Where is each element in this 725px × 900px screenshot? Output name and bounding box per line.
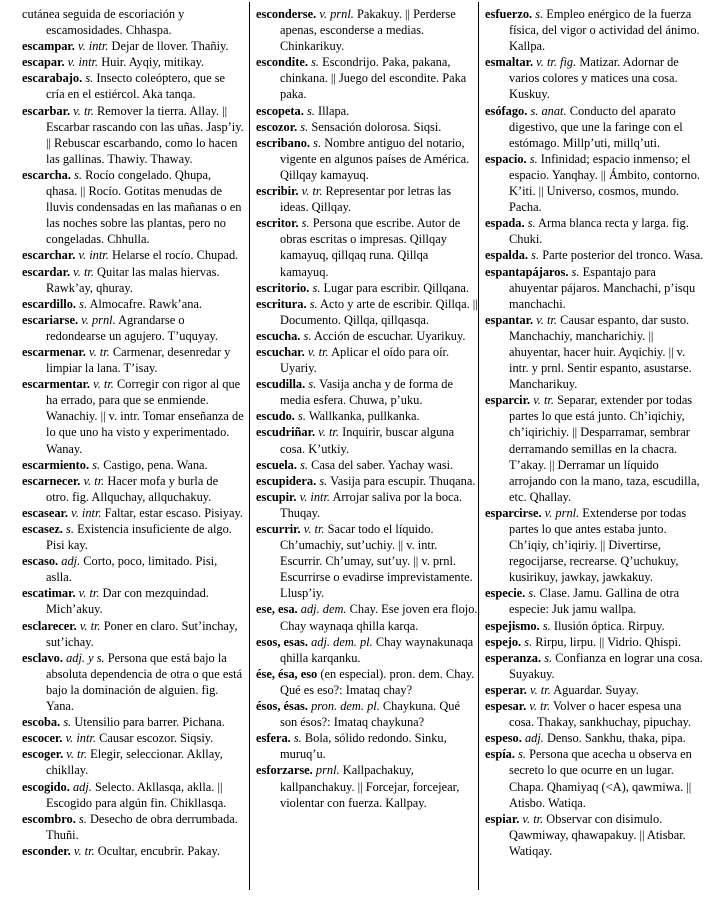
entry-headword: escoger. [22, 747, 64, 762]
dictionary-entry [256, 344, 478, 376]
entry-grammar: v. intr. [71, 505, 102, 520]
entry-grammar: s. [535, 7, 544, 21]
entry-headword: escudriñar. [256, 425, 316, 440]
column-divider [478, 2, 479, 890]
entry-headword: esclarecer. [22, 618, 77, 633]
dictionary-entry [22, 779, 244, 811]
entry-headword: escritor. [256, 216, 299, 231]
dictionary-entry [22, 457, 244, 473]
entry-definition: Representar por letras las ideas. Qillqay. [280, 184, 452, 215]
entry-headword: escribano. [256, 135, 311, 150]
entry-headword: escopeta. [256, 103, 304, 118]
entry-definition: Rirpu, lirpu. || Vidrio. Qhispi. [535, 634, 682, 649]
entry-definition: Desecho de obra derrumbada. Thuñi. [46, 811, 238, 842]
dictionary-entry [256, 54, 478, 102]
column-1 [22, 6, 244, 886]
entry-grammar: s. [66, 522, 74, 536]
entry-headword: esmaltar. [485, 55, 534, 70]
dictionary-entry [485, 730, 707, 746]
dictionary-entry [22, 730, 244, 746]
entry-definition: Ilusión óptica. Rirpuy. [553, 618, 665, 633]
entry-definition: Dar con mezquindad. Mich’akuy. [46, 586, 209, 617]
dictionary-entry [256, 473, 478, 489]
entry-definition: Persona que acecha u observa en secreto lo que ocurre en un lugar. Chapa. Qhamiyaq (<A), qawmiwa. || Atisbo. Watiqa. [509, 747, 692, 810]
entry-grammar: v. tr. [318, 425, 339, 440]
entry-definition: Chay. Ese joven era flojo. Chay waynaqa qhilla karqa. [280, 602, 478, 633]
entry-grammar: s. [79, 296, 88, 311]
entry-definition: Insecto coleóptero, que se cría en el estiércol. Aka tanqa. [46, 71, 226, 102]
entry-headword: esparcirse. [485, 505, 542, 520]
dictionary-entry [485, 618, 707, 634]
entry-definition: Extenderse por todas partes lo que antes estaba junto. Ch’iqiy, ch’iqiriy. || Divertirse, regocijarse, recrearse. Q’uchukuy, kusirikuy, jawkay, jawkakuy. [509, 505, 687, 585]
entry-headword: escombro. [22, 811, 76, 826]
entry-grammar: s. [300, 119, 309, 134]
entry-grammar: s. [300, 457, 308, 472]
entry-definition: Utensilio para barrer. Pichana. [74, 715, 225, 730]
entry-headword: espacio. [485, 151, 527, 166]
entry-headword: espada. [485, 216, 525, 231]
dictionary-entry [22, 618, 244, 650]
entry-definition: Bola, sólido redondo. Sinku, muruq’u. [280, 731, 447, 762]
entry-grammar: s. [293, 731, 302, 746]
entry-headword: espiar. [485, 811, 520, 826]
entry-grammar: v. tr. [533, 393, 554, 408]
entry-definition: Conducto del aparato digestivo, que une la faringe con el estómago. Millp’uti, millq’uti. [509, 103, 683, 150]
entry-definition: Aplicar el oído para oír. Uyariy. [280, 344, 450, 376]
entry-grammar: adj. [72, 779, 92, 794]
entry-headword: escondite. [256, 55, 308, 70]
entry-headword: escarchar. [22, 248, 76, 263]
entry-grammar: s. [311, 55, 319, 70]
entry-definition: Espantajo para ahuyentar pájaros. Manchachi, p’isqu manchachi. [509, 264, 696, 311]
entry-definition: Casa del saber. Yachay wasi. [311, 457, 454, 472]
entry-headword: escarcha. [22, 167, 71, 182]
entry-headword: esperar. [485, 682, 527, 697]
entry-grammar: v. tr. [78, 586, 100, 601]
entry-grammar: v. tr. [83, 473, 105, 488]
entry-headword: esparcir. [485, 393, 531, 408]
entry-grammar: s. [527, 216, 536, 231]
entry-headword: escocer. [22, 731, 63, 746]
entry-grammar: v. intr. [78, 248, 109, 263]
dictionary-entry [22, 650, 244, 714]
dictionary-entry [22, 70, 244, 102]
entry-definition: Observar con disimulo. Qawmiway, qhawapakuy. || Atisbar. Watiqay. [509, 811, 686, 858]
entry-definition: Acto y arte de escribir. Qillqa. || Documento. Qillqa, qillqasqa. [280, 296, 478, 327]
entry-headword: esfuerzo. [485, 7, 533, 21]
entry-definition: Causar espanto, dar susto. Manchachiy, mancharichiy. || ahuyentar, hacer huir. Ayqichiy. || v. intr. y prnl. Sentir espanto, asustarse. Mancharikuy. [509, 312, 692, 392]
entry-headword: escarabajo. [22, 71, 83, 86]
entry-headword: esforzarse. [256, 763, 313, 778]
entry-definition: Lugar para escribir. Qillqana. [323, 280, 469, 295]
dictionary-entry [485, 505, 707, 585]
entry-headword: escudo. [256, 409, 295, 424]
dictionary-entry [256, 762, 478, 810]
entry-definition: Vasija ancha y de forma de media esfera. Chuwa, p’uku. [280, 377, 453, 408]
entry-headword: escarmenar. [22, 344, 86, 359]
entry-headword: ésos, ésas. [256, 699, 308, 714]
dictionary-entry [256, 119, 478, 135]
entry-headword: escarbar. [22, 103, 71, 118]
dictionary-entry [256, 215, 478, 279]
entry-grammar: s. [301, 216, 310, 231]
entry-grammar: v. tr. [301, 184, 323, 199]
entry-grammar: s. anat. [530, 103, 567, 118]
entry-headword: escucha. [256, 328, 301, 343]
entry-headword: escribir. [256, 184, 299, 199]
entry-definition: Rocío congelado. Qhupa, qhasa. || Rocío. Gotitas menudas de lluvis condensadas en las mañanas o en las noches sobre las plantas, pero no congeladas. Chhulla. [46, 167, 242, 247]
dictionary-entry [256, 135, 478, 183]
dictionary-entry [485, 634, 707, 650]
entry-headword: espejo. [485, 634, 522, 649]
dictionary-entry [485, 698, 707, 730]
dictionary-entry [256, 328, 478, 344]
entry-grammar: s. [303, 328, 312, 343]
entry-grammar: v. prnl. [544, 505, 580, 520]
entry-grammar: s. [74, 167, 83, 182]
dictionary-entry [256, 666, 478, 698]
entry-grammar: v. tr. [73, 103, 94, 118]
entry-grammar: s. [529, 151, 538, 166]
entry-definition: Wallkanka, pullkanka. [308, 409, 420, 424]
dictionary-entry [256, 376, 478, 408]
dictionary-entry [22, 38, 244, 54]
entry-definition: cutánea seguida de escoriación y escamosidades. Chhaspa. [22, 7, 185, 38]
entry-headword: esófago. [485, 103, 528, 118]
dictionary-entry [22, 344, 244, 376]
entry-definition: Ocultar, encubrir. Pakay. [97, 843, 220, 858]
entry-grammar: v. tr. [89, 344, 110, 359]
dictionary-entry [485, 392, 707, 505]
entry-grammar: v. tr. [529, 682, 551, 697]
entry-grammar: s. [306, 103, 315, 118]
entry-headword: esconderse. [256, 7, 317, 21]
dictionary-entry [22, 843, 244, 859]
entry-grammar: v. tr. [79, 618, 101, 633]
entry-definition: Quitar las malas hiervas. Rawk’ay, qhuray. [46, 264, 220, 295]
entry-grammar: s. [313, 135, 322, 150]
dictionary-entry [256, 103, 478, 119]
dictionary-entry [256, 457, 478, 473]
entry-definition: Carmenar, desenredar y limpiar la lana. T’isay. [46, 344, 231, 376]
entry-definition: Infinidad; espacio inmenso; el espacio. Yanqhay. || Ámbito, contorno. K’iti. || Universo, cosmos, mundo. Pacha. [509, 151, 701, 215]
entry-headword: escampar. [22, 39, 75, 54]
entry-definition: (en especial). pron. dem. Chay. Qué es eso?: Imataq chay? [280, 666, 475, 697]
entry-definition: Acción de escuchar. Uyarikuy. [313, 328, 466, 343]
dictionary-entry [22, 473, 244, 505]
entry-headword: escozor. [256, 119, 298, 134]
entry-grammar: v. tr. [303, 522, 325, 536]
dictionary-entry [22, 714, 244, 730]
entry-definition: Empleo enérgico de la fuerza física, del vigor o actividad del ánimo. Kallpa. [509, 7, 700, 54]
dictionary-entry [22, 103, 244, 167]
entry-grammar: s. [528, 586, 537, 601]
dictionary-entry [485, 6, 707, 54]
entry-grammar: s. [518, 747, 526, 762]
entry-definition: Poner en claro. Sut’inchay, sut’ichay. [46, 618, 238, 649]
entry-definition: Corto, poco, limitado. Pisi, aslla. [46, 554, 218, 585]
entry-definition: Nombre antiguo del notario, vigente en algunos países de América. Qillqay kamayuq. [280, 135, 470, 182]
entry-definition: Remover la tierra. Allay. || Escarbar rascando con las uñas. Jasp’iy. || Rebuscar escarbando, como lo hacen las gallinas. Thawiy. Thaway. [46, 103, 244, 166]
entry-grammar: prnl. [315, 763, 340, 778]
dictionary-entry [256, 698, 478, 730]
entry-definition: Almocafre. Rawk’ana. [89, 296, 202, 311]
dictionary-entry [485, 312, 707, 392]
entry-grammar: s. [571, 264, 580, 279]
dictionary-entry [256, 489, 478, 521]
entry-headword: escardillo. [22, 296, 77, 311]
entry-headword: escuchar. [256, 344, 305, 359]
entry-grammar: s. [319, 473, 328, 488]
entry-definition: Causar escozor. Siqsiy. [99, 731, 214, 746]
entry-definition: Matizar. Adornar de varios colores y matices una cosa. Kuskuy. [509, 55, 679, 102]
dictionary-entry [22, 296, 244, 312]
entry-grammar: s. [531, 248, 540, 263]
dictionary-entry [22, 54, 244, 70]
entry-definition: Chay waynakunaqa qhilla karqanku. [280, 634, 474, 665]
entry-grammar: v. prnl. [81, 312, 116, 327]
entry-headword: espantapájaros. [485, 264, 569, 279]
entry-grammar: s. [92, 457, 101, 472]
entry-definition: Dejar de llover. Thañiy. [111, 39, 229, 54]
entry-definition: Escondrijo. Paka, pakana, chinkana. || Juego del escondite. Paka paka. [280, 55, 467, 102]
entry-grammar: v. tr. [66, 747, 88, 762]
entry-headword: espantar. [485, 312, 534, 327]
entry-definition: Corregir con rigor al que ha errado, para que se enmiende. Wanachiy. || v. intr. Tomar enseñanza de lo que uno ha visto y experimentado. Wanay. [46, 377, 244, 456]
entry-grammar: s. [309, 296, 318, 311]
dictionary-entry [256, 424, 478, 456]
entry-grammar: v. tr. [93, 377, 114, 392]
entry-definition: Persona que escribe. Autor de obras escritas o impresas. Qillqay kamayuq, qillqaq runa. Qillqa kamayuq. [280, 216, 461, 279]
dictionary-entry [256, 634, 478, 666]
entry-definition: Aguardar. Suyay. [553, 682, 639, 697]
entry-headword: esperanza. [485, 650, 542, 665]
entry-definition: Separar, extender por todas partes lo que está junto. Ch’iqichiy, ch’iqirichiy. || Desparramar, sembrar derramando semillas en la chacra. T’akay. || Derramar un líquido arrojando con la mano, taza, escudilla, etc. Qhallay. [509, 393, 700, 504]
entry-grammar: pron. dem. pl. [311, 699, 380, 714]
entry-definition: Denso. Sankhu, thaka, pipa. [546, 731, 686, 746]
dictionary-entry [22, 746, 244, 778]
dictionary-entry [485, 682, 707, 698]
dictionary-entry [22, 553, 244, 585]
entry-grammar: v. tr. fig. [536, 55, 577, 70]
dictionary-entry [485, 264, 707, 312]
entry-grammar: v. tr. [73, 264, 94, 279]
dictionary-entry [22, 521, 244, 553]
dictionary-entry [256, 296, 478, 328]
entry-definition: Hacer mofa y burla de otro. fig. Allquchay, allquchakuy. [46, 473, 219, 504]
entry-grammar: s. [308, 377, 317, 392]
entry-grammar: s. [524, 634, 533, 649]
entry-headword: escatimar. [22, 586, 76, 601]
dictionary-entry [485, 746, 707, 810]
entry-grammar: v. prnl. [319, 7, 354, 21]
entry-definition: Persona que está bajo la absoluta dependencia de otra o que está bajo la dominación de alguien. fig. Yana. [46, 650, 243, 714]
entry-headword: espalda. [485, 248, 529, 263]
entry-definition: Clase. Jamu. Gallina de otra especie: Juk jamu wallpa. [509, 586, 680, 617]
dictionary-entry [22, 376, 244, 456]
entry-headword: ese, esa. [256, 602, 298, 617]
entry-grammar: s. [63, 715, 72, 730]
entry-headword: espeso. [485, 731, 522, 746]
dictionary-entry [256, 601, 478, 633]
entry-grammar: v. tr. [73, 843, 95, 858]
entry-headword: escupir. [256, 489, 297, 504]
entry-grammar: s. [544, 650, 553, 665]
entry-headword: ése, ésa, eso [256, 666, 318, 681]
entry-headword: esclavo. [22, 650, 63, 665]
dictionary-entry [485, 585, 707, 617]
entry-headword: escoba. [22, 715, 61, 730]
entry-definition: Chaykuna. Qué son ésos?: Imataq chaykuna? [280, 699, 461, 730]
entry-definition: Pakakuy. || Perderse apenas, esconderse a medias. Chinkarikuy. [280, 7, 456, 54]
entry-headword: espía. [485, 747, 515, 762]
entry-grammar: s. [542, 618, 551, 633]
entry-grammar: adj. dem. [300, 602, 347, 617]
entry-definition: Parte posterior del tronco. Wasa. [542, 248, 704, 263]
dictionary-entry [22, 312, 244, 344]
dictionary-entry [485, 247, 707, 263]
entry-headword: escupidera. [256, 473, 317, 488]
entry-headword: escritorio. [256, 280, 310, 295]
dictionary-entry [256, 408, 478, 424]
entry-grammar: v. tr. [536, 312, 557, 327]
dictionary-entry [22, 247, 244, 263]
entry-definition: Kallpachakuy, kallpanchakuy. || Forcejar, forcejear, violentar con fuerza. Kallpay. [280, 763, 460, 810]
entry-headword: escritura. [256, 296, 307, 311]
entry-headword: escogido. [22, 779, 70, 794]
dictionary-entry [22, 811, 244, 843]
entry-headword: escudilla. [256, 377, 306, 392]
entry-headword: esfera. [256, 731, 291, 746]
entry-grammar: v. tr. [307, 344, 329, 359]
dictionary-entry [256, 730, 478, 762]
entry-grammar: adj. [61, 554, 81, 569]
entry-definition: Existencia insuficiente de algo. Pisi kay. [46, 522, 232, 553]
column-3 [485, 6, 707, 886]
dictionary-entry [22, 264, 244, 296]
entry-grammar: v. intr. [299, 489, 331, 504]
entry-definition: Arma blanca recta y larga. fig. Chuki. [509, 216, 689, 247]
entry-grammar: s. [78, 811, 87, 826]
dictionary-entry [256, 280, 478, 296]
entry-headword: escarmiento. [22, 457, 90, 472]
entry-grammar: v. intr. [78, 39, 109, 54]
entry-headword: escuela. [256, 457, 297, 472]
entry-headword: especie. [485, 586, 526, 601]
dictionary-entry [256, 521, 478, 601]
entry-grammar: v. tr. [522, 811, 544, 826]
entry-definition: Inquirir, buscar alguna cosa. K’utkiy. [280, 425, 455, 456]
dictionary-entry [22, 505, 244, 521]
entry-definition: Selecto. Akllasqa, aklla. || Escogido para algún fin. Chikllasqa. [46, 779, 227, 810]
entry-grammar: s. [298, 409, 306, 424]
dictionary-entry [485, 811, 707, 859]
entry-headword: escasear. [22, 505, 68, 520]
entry-definition: Vasija para escupir. Thuqana. [330, 473, 476, 488]
entry-grammar: s. [85, 71, 94, 86]
dictionary-entry [485, 215, 707, 247]
entry-definition: Confianza en lograr una cosa. Suyakuy. [509, 650, 703, 681]
entry-grammar: v. tr. [529, 699, 551, 714]
entry-definition: Helarse el rocío. Chupad. [111, 248, 239, 263]
entry-grammar: s. [312, 280, 321, 295]
entry-grammar: adj. [524, 731, 544, 746]
dictionary-entry [485, 650, 707, 682]
dictionary-entry [485, 54, 707, 102]
entry-headword: esconder. [22, 843, 71, 858]
dictionary-entry [485, 151, 707, 215]
entry-headword: escarnecer. [22, 473, 81, 488]
entry-headword: escasez. [22, 522, 63, 536]
entry-grammar: adj. dem. pl. [311, 634, 373, 649]
entry-headword: espesar. [485, 699, 527, 714]
entry-headword: escurrir. [256, 522, 301, 536]
entry-definition: Sensación dolorosa. Siqsi. [311, 119, 442, 134]
entry-definition: Volver o hacer espesa una cosa. Thakay, sankhuchay, pipuchay. [509, 699, 692, 730]
entry-definition: Castigo, pena. Wana. [103, 457, 208, 472]
entry-definition: Elegir, seleccionar. Akllay, chikllay. [46, 747, 223, 778]
entry-definition: Agrandarse o redondearse un agujero. T’uquyay. [46, 312, 219, 343]
entry-headword: escariarse. [22, 312, 79, 327]
entry-headword: escardar. [22, 264, 71, 279]
entry-definition: Sacar todo el líquido. Ch’umachiy, sut’uchiy. || v. intr. Escurrir. Ch’umay, sut’uy. || v. prnl. Escurrirse o evadirse imprevistamente. Llusp’iy. [280, 522, 473, 601]
entry-grammar: adj. y s. [66, 650, 105, 665]
dictionary-entry [256, 183, 478, 215]
entry-definition: Illapa. [317, 103, 350, 118]
entry-headword: escarmentar. [22, 377, 91, 392]
entry-definition: Arrojar saliva por la boca. Thuqay. [280, 489, 463, 520]
dictionary-entry [22, 585, 244, 617]
column-2 [256, 6, 478, 886]
entry-headword: escaso. [22, 554, 59, 569]
entry-definition: Huir. Ayqiy, mitikay. [101, 55, 205, 70]
entry-headword: esos, esas. [256, 634, 308, 649]
entry-headword: escapar. [22, 55, 65, 70]
dictionary-entry [22, 167, 244, 247]
entry-definition: Faltar, estar escaso. Pisiyay. [104, 505, 244, 520]
entry-headword: espejismo. [485, 618, 540, 633]
dictionary-entry [256, 6, 478, 54]
column-divider [249, 2, 250, 890]
dictionary-entry [22, 6, 244, 38]
entry-grammar: v. intr. [67, 55, 99, 70]
dictionary-entry [485, 103, 707, 151]
entry-grammar: v. intr. [65, 731, 96, 746]
